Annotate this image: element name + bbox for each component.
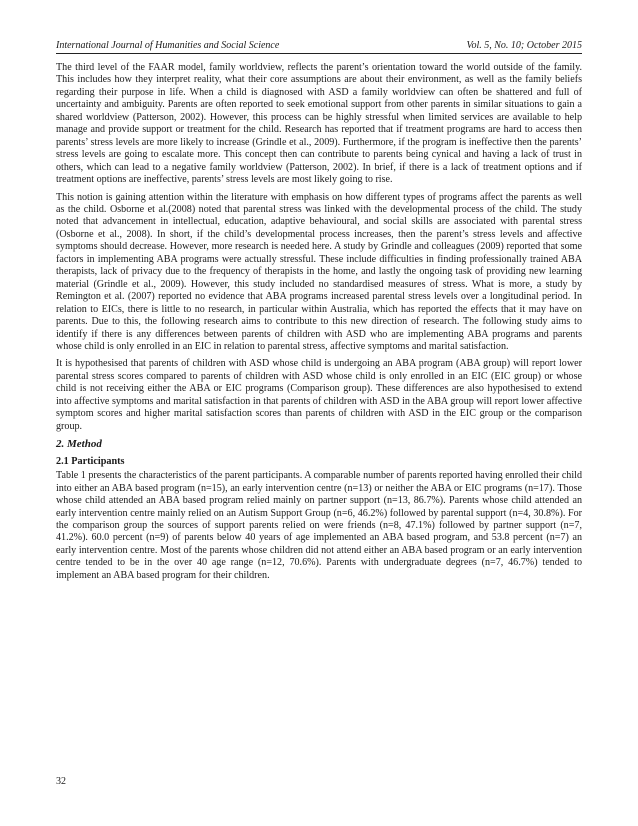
paragraph-hypotheses: It is hypothesised that parents of children with ASD whose child is undergoing an ABA program (ABA group) will report lower parental stress scores compared to parents of children with ASD whose child is only enrolled in an EIC (EIC group) or whose child is not receiving either the ABA or EIC programs (Comparison group). These differences are also hypothesised to extend into affective symptoms and marital satisfaction in that parents of children with ASD in the ABA group will report lower affective symptom scores and higher marital satisfaction scores than parents of children with ASD in the EIC group or the comparison group. [56, 358, 582, 432]
journal-title: International Journal of Humanities and Social Science [56, 40, 280, 51]
issue-info: Vol. 5, No. 10; October 2015 [466, 40, 582, 51]
paragraph-program-effects: This notion is gaining attention within the literature with emphasis on how different types of programs affect the parents as well as the child. Osborne et al.(2008) noted that parental stress was linked with the developmental process of the child. The study noted that advancement in intellectual, education, adaptive behavioural, and social skills are associated with parental stress (Osborne et al., 2008). In short, if the child’s developmental process increases, then the parent’s stress levels and affective symptoms should decrease. However, more research is needed here. A study by Grindle and colleagues (2009) reported that some factors in implementing ABA programs were actually stressful. These include difficulties in finding professionally trained ABA therapists, lack of privacy due to the frequency of therapists in the home, and lastly the ongoing task of providing new learning material (Grindle et al., 2009). However, this study included no standardised measures of stress. What is more, a study by Remington et al. (2007) reported no evidence that ABA programs increased parental stress levels over a longitudinal period. In relation to EICs, there is little to no research, in particular within Australia, which has reported the effects that it may have on parents. Due to this, the following research aims to contribute to this new direction of research. The following study aims to identify if there is any differences between parents of children with ASD who are implementing ABA programs and parents whose child is only enrolled in an EIC in relation to parental stress, affective symptoms and marital satisfaction. [56, 191, 582, 352]
running-header [56, 40, 582, 54]
section-title-method: 2. Method [56, 438, 102, 451]
subsection-title-participants: 2.1 Participants [56, 456, 125, 468]
article-body [56, 62, 582, 587]
paragraph-participants: Table 1 presents the characteristics of the parent participants. A comparable number of parents reported having enrolled their child into either an ABA based program (n=15), an early intervention centre (n=13) or neither the ABA or EIC programs (n=17). Those whose child attended an ABA based program relied mainly on partner support (n=13, 86.7%). Parents whose child attended an early intervention centre mainly relied on an Autism Support Group (n=6, 46.2%) followed by parental support (n=4, 30.8%). For the comparison group the sources of support parents relied on were friends (n=8, 47.1%) followed by partner support (n=7, 41.2%). 60.0 percent (n=9) of parents below 40 years of age implemented an ABA based program, and 53.8 percent (n=7) an early intervention centre. Most of the parents whose children did not attend either an ABA based program or an early intervention centre tended to be in the over 40 age range (n=12, 70.6%). Parents with undergraduate degrees (n=7, 46.7%) tended to implement an ABA based program for their children. [56, 470, 582, 581]
page-number: 32 [56, 776, 66, 787]
paragraph-family-worldview: The third level of the FAAR model, family worldview, reflects the parent’s orientation toward the world outside of the family. This includes how they interpret reality, what their core assumptions are about their environment, as well as the family beliefs regarding their purpose in life. When a child is diagnosed with ASD a family worldview can often be shattered and full of uncertainty and ambiguity. Parents are often reported to seek emotional support from other parents in similar situations to gain a shared worldview (Patterson, 2002). However, this process can be highly stressful when limited services are available to help manage and provide support or treatment for the child. Research has reported that if treatment programs are hard to access then parents’ stress levels are more likely to increase (Grindle et al., 2009). Furthermore, if the program is ineffective then the parents’ stress levels are going to escalate more. This concept then can contribute to parents being cynical and having a lack of trust in others, which can lead to a negative family worldview (Patterson, 2002). In brief, if there is a lack of treatment options and if treatment options are ineffective, parents’ stress levels are most likely going to rise. [56, 62, 582, 186]
